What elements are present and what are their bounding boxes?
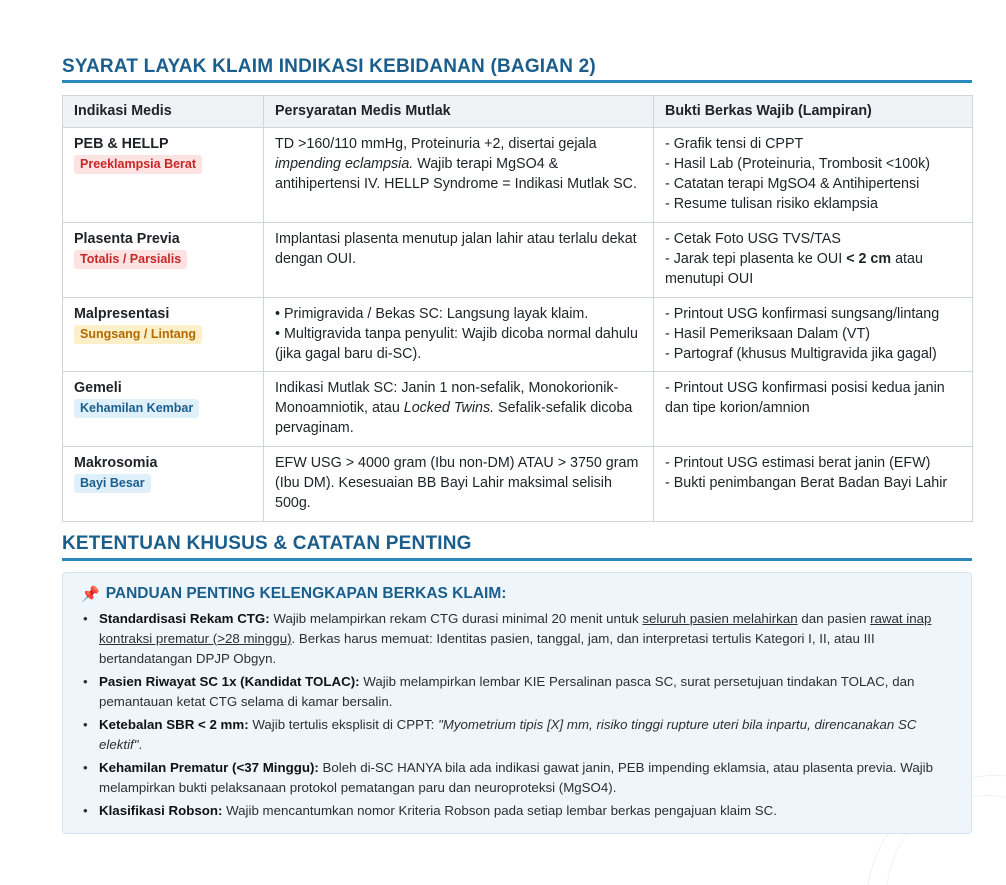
- indication-name: Malpresentasi: [74, 306, 170, 322]
- section-title: SYARAT LAYAK KLAIM INDIKASI KEBIDANAN (BAGIAN 2): [62, 56, 596, 77]
- table-row: [63, 298, 973, 372]
- indication-badge: Kehamilan Kembar: [74, 399, 199, 418]
- requirement-text: Wajib terapi MgSO4 & antihipertensi IV. HELLP Syndrome = Indikasi Mutlak SC.: [275, 156, 637, 192]
- indication-name: PEB & HELLP: [74, 136, 169, 152]
- column-header: Bukti Berkas Wajib (Lampiran): [654, 96, 973, 128]
- note-quote: "Myometrium tipis [X] mm, risiko tinggi rupture uteri bila inpartu, direncanakan SC elektif": [99, 717, 917, 752]
- section-divider: [62, 558, 972, 561]
- indication-badge: Bayi Besar: [74, 474, 151, 493]
- indication-cell: [63, 372, 264, 447]
- proof-item: - Partograf (khusus Multigravida jika gagal): [665, 346, 937, 362]
- requirement-italic: impending eclampsia.: [275, 156, 414, 172]
- notes-panel: [62, 572, 972, 834]
- note-lead: Klasifikasi Robson:: [99, 803, 223, 818]
- list-item: • Standardisasi Rekam CTG: Wajib melampirkan rekam CTG durasi minimal 20 menit untuk seluruh pasien melahirkan dan pasien rawat inap kontraksi prematur (>28 minggu). Berkas harus memuat: Identitas pasien, tanggal, jam, dan interpretasi tertulis Kategori I, II, atau III bertandatangan DPJP Obgyn.: [81, 609, 953, 669]
- indication-cell: [63, 447, 264, 522]
- requirement-text: TD >160/110 mmHg, Proteinuria +2, disertai gejala: [275, 136, 597, 152]
- indication-cell: [63, 128, 264, 223]
- section-title: KETENTUAN KHUSUS & CATATAN PENTING: [62, 533, 472, 554]
- requirement-cell: [264, 447, 654, 522]
- proof-item: - Cetak Foto USG TVS/TAS: [665, 231, 841, 247]
- requirement-text: Sefalik-sefalik dicoba pervaginam.: [275, 400, 633, 436]
- proof-cell: [654, 447, 973, 522]
- list-item: • Klasifikasi Robson: Wajib mencantumkan nomor Kriteria Robson pada setiap lembar berkas pengajuan klaim SC.: [81, 801, 953, 821]
- notes-heading: PANDUAN PENTING KELENGKAPAN BERKAS KLAIM:: [105, 585, 507, 602]
- proof-item: - Bukti penimbangan Berat Badan Bayi Lahir: [665, 475, 948, 491]
- note-lead: Pasien Riwayat SC 1x (Kandidat TOLAC):: [99, 674, 360, 689]
- proof-item: - Hasil Pemeriksaan Dalam (VT): [665, 326, 870, 342]
- note-underline: rawat inap kontraksi prematur (>28 minggu): [99, 611, 932, 646]
- note-lead: Standardisasi Rekam CTG:: [99, 611, 270, 626]
- column-header: Persyaratan Medis Mutlak: [264, 96, 654, 128]
- notes-heading-row: [81, 585, 953, 603]
- indication-cell: [63, 298, 264, 372]
- indication-badge: Preeklampsia Berat: [74, 155, 202, 174]
- proof-item: - Grafik tensi di CPPT: [665, 136, 804, 152]
- indication-cell: [63, 223, 264, 298]
- indication-name: Plasenta Previa: [74, 231, 180, 247]
- list-item: • Ketebalan SBR < 2 mm: Wajib tertulis eksplisit di CPPT: "Myometrium tipis [X] mm, risiko tinggi rupture uteri bila inpartu, direncanakan SC elektif".: [81, 715, 953, 755]
- requirement-bullet: • Primigravida / Bekas SC: Langsung layak klaim.: [275, 306, 589, 322]
- proof-item: - Resume tulisan risiko eklampsia: [665, 196, 878, 212]
- indication-name: Gemeli: [74, 380, 122, 396]
- proof-item: - Printout USG konfirmasi sungsang/lintang: [665, 306, 940, 322]
- note-lead: Ketebalan SBR < 2 mm:: [99, 717, 249, 732]
- requirement-italic: Locked Twins.: [403, 400, 495, 416]
- note-underline: seluruh pasien melahirkan: [642, 611, 798, 626]
- table-row: [63, 447, 973, 522]
- proof-item: - Printout USG konfirmasi posisi kedua janin dan tipe korion/amnion: [665, 380, 945, 416]
- proof-cell: [654, 372, 973, 447]
- indication-badge: Totalis / Parsialis: [74, 250, 187, 269]
- proof-cell: [654, 298, 973, 372]
- proof-item: - Printout USG estimasi berat janin (EFW): [665, 455, 931, 471]
- requirement-cell: [264, 128, 654, 223]
- list-item: • Pasien Riwayat SC 1x (Kandidat TOLAC): Wajib melampirkan lembar KIE Persalinan pasca SC, surat persetujuan tindakan TOLAC, dan pemantauan ketat CTG selama di kamar bersalin.: [81, 672, 953, 712]
- proof-item: - Catatan terapi MgSO4 & Antihipertensi: [665, 176, 920, 192]
- notes-list: [81, 609, 953, 821]
- indication-name: Makrosomia: [74, 455, 158, 471]
- requirement-text: Implantasi plasenta menutup jalan lahir atau terlalu dekat dengan OUI.: [275, 231, 637, 267]
- pushpin-icon: 📌: [81, 586, 100, 603]
- indication-badge: Sungsang / Lintang: [74, 325, 202, 344]
- proof-cell: [654, 128, 973, 223]
- requirement-text: Indikasi Mutlak SC: Janin 1 non-sefalik, Monokorionik-Monoamniotik, atau: [275, 380, 619, 416]
- requirement-text: EFW USG > 4000 gram (Ibu non-DM) ATAU > 3750 gram (Ibu DM). Kesesuaian BB Bayi Lahir maksimal selisih 500g.: [275, 455, 639, 511]
- requirement-cell: [264, 298, 654, 372]
- proof-item: - Jarak tepi plasenta ke OUI < 2 cm atau menutupi OUI: [665, 251, 923, 287]
- proof-cell: [654, 223, 973, 298]
- column-header: Indikasi Medis: [63, 96, 264, 128]
- table-row: [63, 223, 973, 298]
- table-header-row: [63, 96, 973, 128]
- requirement-cell: [264, 223, 654, 298]
- section-divider: [62, 80, 972, 83]
- claim-requirements-table: [62, 95, 973, 522]
- note-lead: Kehamilan Prematur (<37 Minggu):: [99, 760, 319, 775]
- list-item: • Kehamilan Prematur (<37 Minggu): Boleh di-SC HANYA bila ada indikasi gawat janin, PEB impending eklamsia, atau plasenta previa. Wajib melampirkan bukti pelaksanaan protokol pematangan paru dan neuroproteksi (MgSO4).: [81, 758, 953, 798]
- proof-item: - Hasil Lab (Proteinuria, Trombosit <100k): [665, 156, 931, 172]
- requirement-cell: [264, 372, 654, 447]
- requirement-bullet: • Multigravida tanpa penyulit: Wajib dicoba normal dahulu (jika gagal baru di-SC).: [275, 326, 638, 362]
- table-row: [63, 128, 973, 223]
- table-row: [63, 372, 973, 447]
